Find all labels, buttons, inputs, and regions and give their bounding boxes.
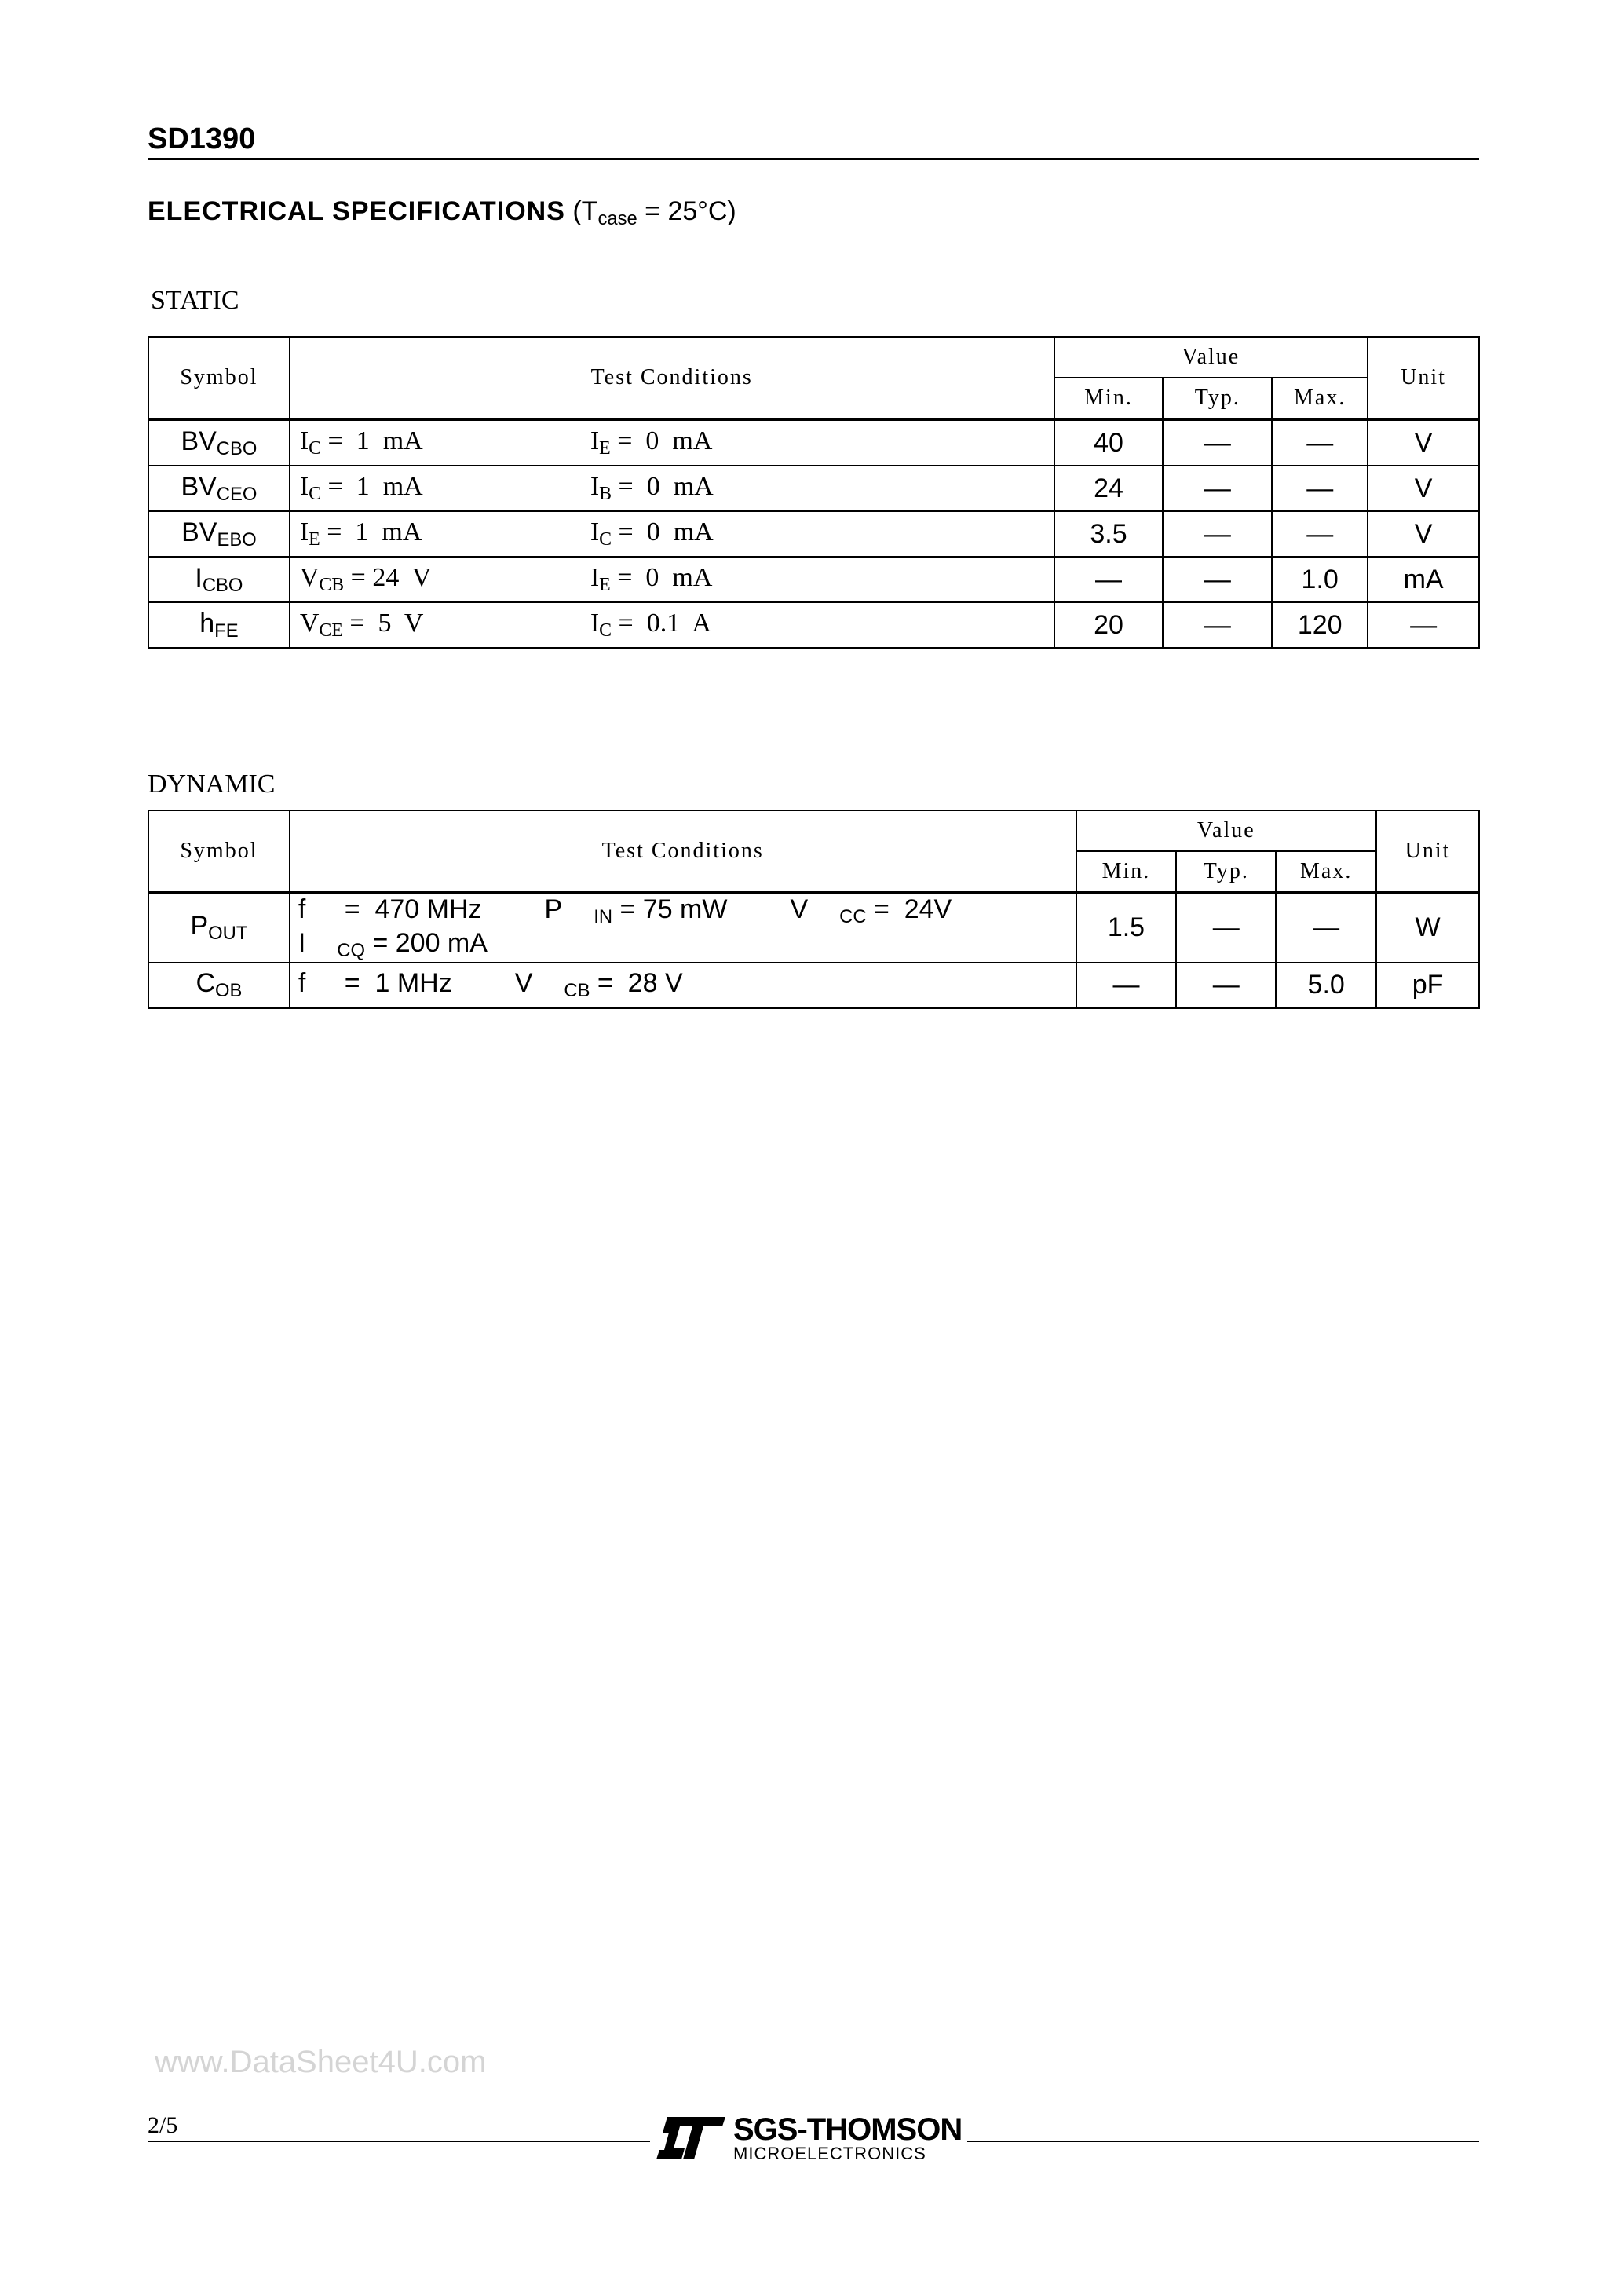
header-max: Max. (1276, 851, 1376, 893)
condition (590, 563, 713, 596)
min-cell: — (1076, 963, 1177, 1008)
min-cell: 3.5 (1054, 511, 1164, 557)
min-cell: 40 (1054, 419, 1164, 466)
title-cond-rest: = 25°C) (637, 196, 736, 226)
min-cell: 24 (1054, 466, 1164, 511)
static-label: STATIC (151, 286, 239, 315)
cond-sub: IN (594, 905, 613, 927)
cond-sub: CE (319, 620, 343, 641)
unit-cell: V (1368, 419, 1479, 466)
dynamic-label: DYNAMIC (148, 770, 276, 799)
conditions-cell (290, 963, 1076, 1008)
cond-var: I (590, 472, 600, 502)
cond-sub: C (599, 620, 612, 641)
condition (515, 968, 714, 1002)
header-unit: Unit (1376, 810, 1479, 893)
header-symbol: Symbol (148, 810, 290, 893)
cond-sub: E (309, 528, 320, 550)
cond-var: f (298, 894, 306, 924)
cond-sub: C (599, 528, 612, 550)
symbol: C (195, 968, 215, 999)
symbol-sub: OUT (208, 923, 248, 945)
cond-val: = 24 V (344, 563, 432, 593)
cond-val: = 0 mA (610, 426, 713, 456)
symbol-sub: EBO (217, 528, 257, 550)
symbol-sub: CBO (216, 437, 258, 459)
condition (298, 968, 484, 999)
cond-sub: E (599, 574, 611, 595)
table-row (148, 419, 1479, 466)
symbol-cell (148, 893, 290, 963)
symbol-cell (148, 419, 290, 466)
condition (300, 472, 590, 505)
condition (590, 609, 711, 642)
table-row (148, 557, 1479, 602)
table-row (148, 602, 1479, 648)
conditions-cell (290, 466, 1054, 511)
cond-val: = 0 mA (610, 563, 713, 593)
conditions-cell (290, 419, 1054, 466)
symbol-sub: OB (215, 980, 243, 1002)
cond-var: V (514, 968, 533, 999)
cond-sub: B (599, 483, 612, 504)
condition (590, 517, 714, 550)
max-cell: — (1272, 511, 1368, 557)
cond-var: I (590, 609, 600, 638)
header-value: Value (1076, 810, 1377, 851)
max-cell: — (1276, 893, 1376, 963)
cond-val: = 75 mW (612, 894, 728, 924)
title-cond-sub: case (597, 207, 637, 229)
symbol-cell (148, 963, 290, 1008)
typ-cell: — (1163, 511, 1272, 557)
symbol-cell (148, 602, 290, 648)
min-cell: — (1054, 557, 1164, 602)
condition (300, 517, 590, 550)
header-value: Value (1054, 337, 1368, 378)
header-max: Max. (1272, 378, 1368, 419)
cond-var: f (298, 968, 306, 999)
cond-var: I (299, 517, 309, 547)
symbol-sub: FE (214, 620, 239, 642)
cond-val: = 0 mA (612, 472, 714, 502)
condition (545, 894, 759, 928)
cond-var: V (790, 894, 809, 924)
symbol-sub: CEO (216, 483, 258, 505)
cond-val: = 28 V (590, 968, 683, 999)
max-cell: 5.0 (1276, 963, 1376, 1008)
cond-sub: CB (564, 980, 590, 1002)
cond-sub: C (309, 437, 322, 459)
logo-name: SGS-THOMSON (733, 2112, 963, 2147)
cond-var: I (298, 927, 306, 958)
unit-cell: — (1368, 602, 1479, 648)
st-logo-icon (656, 2114, 727, 2163)
symbol-cell (148, 557, 290, 602)
table-row (148, 511, 1479, 557)
header-unit: Unit (1368, 337, 1479, 419)
cond-var: I (590, 426, 600, 456)
dynamic-table (148, 810, 1480, 1009)
condition (590, 472, 714, 505)
typ-cell: — (1163, 557, 1272, 602)
header-symbol: Symbol (148, 337, 290, 419)
symbol: BV (181, 471, 217, 502)
condition (300, 563, 590, 596)
unit-cell: pF (1376, 963, 1479, 1008)
cond-var: I (299, 426, 309, 456)
symbol: BV (181, 517, 217, 547)
typ-cell: — (1163, 419, 1272, 466)
unit-cell: V (1368, 466, 1479, 511)
symbol-cell (148, 466, 290, 511)
symbol-sub: CBO (202, 574, 243, 596)
cond-var: I (299, 472, 309, 502)
conditions-cell (290, 602, 1054, 648)
cond-sub: CB (319, 574, 345, 595)
condition (298, 928, 519, 962)
cond-val: = 1 mA (321, 426, 423, 456)
cond-var: V (299, 563, 320, 593)
cond-val: = 1 mA (321, 472, 423, 502)
conditions-cell (290, 557, 1054, 602)
symbol: BV (181, 426, 217, 456)
unit-cell: mA (1368, 557, 1479, 602)
company-logo (656, 2114, 962, 2163)
condition (590, 426, 713, 459)
conditions-cell (290, 893, 1076, 963)
header-typ: Typ. (1176, 851, 1276, 893)
condition (790, 894, 983, 928)
footer-rule-right (967, 2141, 1479, 2142)
cond-val: = 1 mA (320, 517, 422, 547)
page-number: 2/5 (148, 2112, 178, 2138)
cond-val: = 24V (866, 894, 952, 924)
symbol: h (199, 608, 215, 638)
cond-val: = 200 mA (365, 927, 488, 958)
max-cell: 1.0 (1272, 557, 1368, 602)
unit-cell: V (1368, 511, 1479, 557)
max-cell: — (1272, 466, 1368, 511)
symbol: P (190, 911, 209, 941)
cond-sub: E (599, 437, 611, 459)
table-row (148, 963, 1479, 1008)
symbol-cell (148, 511, 290, 557)
table-row (148, 466, 1479, 511)
cond-var: I (590, 563, 600, 593)
table-row (148, 893, 1479, 963)
watermark: www.DataSheet4U.com (155, 2045, 487, 2079)
cond-val: = 5 V (342, 609, 424, 638)
cond-var: P (544, 894, 563, 924)
header-rule (148, 158, 1479, 160)
max-cell: 120 (1272, 602, 1368, 648)
cond-val: = 470 MHz (337, 894, 482, 924)
header-min: Min. (1054, 378, 1164, 419)
cond-sub: CQ (337, 939, 365, 961)
cond-var: I (590, 517, 600, 547)
cond-val: = 0 mA (612, 517, 714, 547)
symbol: I (195, 562, 203, 593)
condition (298, 894, 513, 925)
min-cell: 1.5 (1076, 893, 1177, 963)
section-title (148, 196, 736, 230)
conditions-cell (290, 511, 1054, 557)
unit-cell: W (1376, 893, 1479, 963)
header-typ: Typ. (1163, 378, 1272, 419)
cond-val: = 0.1 A (612, 609, 711, 638)
condition (300, 609, 590, 642)
footer-rule-left (148, 2141, 650, 2142)
static-table (148, 336, 1480, 649)
typ-cell: — (1163, 466, 1272, 511)
logo-sub: MICROELECTRONICS (733, 2144, 926, 2163)
cond-sub: CC (839, 905, 867, 927)
min-cell: 20 (1054, 602, 1164, 648)
cond-var: V (299, 609, 320, 638)
title-cond: (T (572, 196, 598, 226)
max-cell: — (1272, 419, 1368, 466)
condition (300, 426, 590, 459)
part-number: SD1390 (148, 122, 256, 155)
header-min: Min. (1076, 851, 1177, 893)
typ-cell: — (1163, 602, 1272, 648)
typ-cell: — (1176, 963, 1276, 1008)
header-conditions: Test Conditions (290, 810, 1076, 893)
typ-cell: — (1176, 893, 1276, 963)
cond-val: = 1 MHz (337, 968, 452, 999)
title-main: ELECTRICAL SPECIFICATIONS (148, 196, 565, 226)
header-conditions: Test Conditions (290, 337, 1054, 419)
cond-sub: C (309, 483, 322, 504)
